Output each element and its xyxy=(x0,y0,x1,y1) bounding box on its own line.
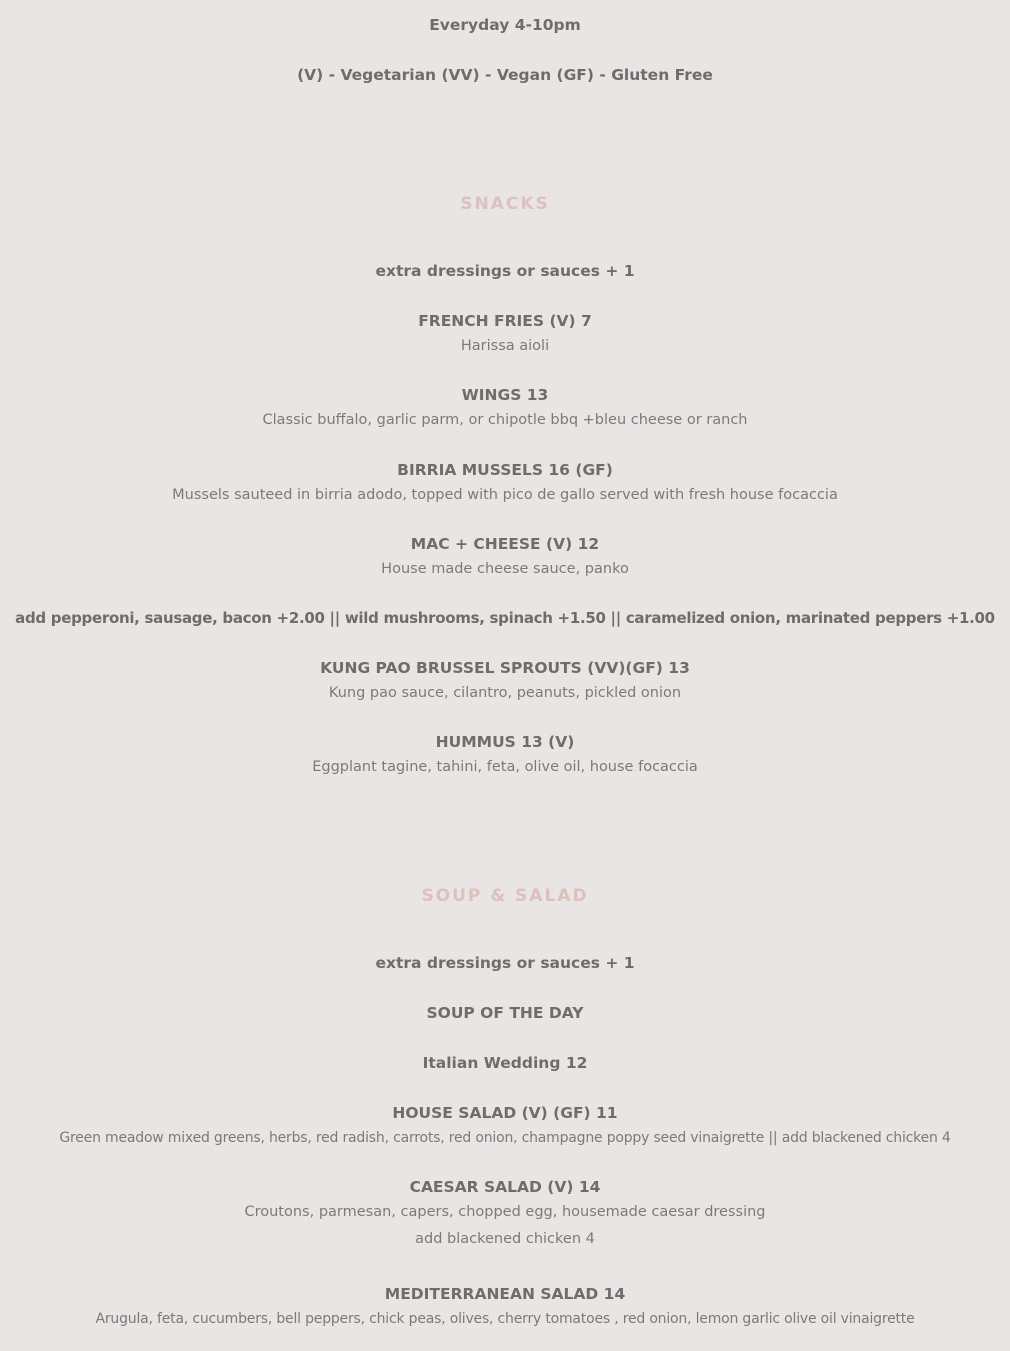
menu-item-desc: Kung pao sauce, cilantro, peanuts, pickled onion xyxy=(328,685,682,701)
menu-item-name: HUMMUS 13 (V) xyxy=(435,733,575,751)
menu-item-name: MAC + CHEESE (V) 12 xyxy=(410,535,600,553)
soup-heading: SOUP OF THE DAY xyxy=(426,1004,584,1022)
menu-item-name: WINGS 13 xyxy=(461,386,549,404)
menu-item-desc: Mussels sauteed in birria adodo, topped with pico de gallo served with fresh house focaccia xyxy=(172,487,838,503)
menu-item-desc: Arugula, feta, cucumbers, bell peppers, chick peas, olives, cherry tomatoes , red onion, lemon garlic olive oil vinaigrette xyxy=(95,1311,915,1327)
menu-item-name: FRENCH FRIES (V) 7 xyxy=(418,312,592,330)
soup-name: Italian Wedding 12 xyxy=(422,1054,588,1072)
menu-item-name: HOUSE SALAD (V) (GF) 11 xyxy=(392,1104,618,1122)
menu-item-desc: House made cheese sauce, panko xyxy=(381,561,629,577)
soup-salad-note: extra dressings or sauces + 1 xyxy=(375,954,635,972)
snacks-note: extra dressings or sauces + 1 xyxy=(375,262,635,280)
menu-item-desc: Harissa aioli xyxy=(460,338,550,354)
section-title-snacks: SNACKS xyxy=(460,194,550,214)
menu-item-name: CAESAR SALAD (V) 14 xyxy=(409,1178,601,1196)
menu-item-desc: Eggplant tagine, tahini, feta, olive oil, house focaccia xyxy=(312,759,698,775)
diet-legend: (V) - Vegetarian (VV) - Vegan (GF) - Gluten Free xyxy=(297,66,713,84)
menu-item-desc: Classic buffalo, garlic parm, or chipotle bbq +bleu cheese or ranch xyxy=(262,412,748,428)
section-title-soup-salad: SOUP & SALAD xyxy=(421,886,589,906)
menu-item-name: KUNG PAO BRUSSEL SPROUTS (VV)(GF) 13 xyxy=(320,659,690,677)
menu-item-name: BIRRIA MUSSELS 16 (GF) xyxy=(397,461,613,479)
menu-item-name: MEDITERRANEAN SALAD 14 xyxy=(384,1285,626,1303)
addons-text: add pepperoni, sausage, bacon +2.00 || wild mushrooms, spinach +1.50 || caramelized onion, marinated peppers +1.00 xyxy=(15,609,995,627)
menu-item-extra: add blackened chicken 4 xyxy=(415,1231,595,1247)
menu-item-desc: Croutons, parmesan, capers, chopped egg, housemade caesar dressing xyxy=(244,1204,766,1220)
hours-text: Everyday 4-10pm xyxy=(429,16,581,34)
menu-item-desc: Green meadow mixed greens, herbs, red radish, carrots, red onion, champagne poppy seed vinaigrette || add blackened chicken 4 xyxy=(59,1130,951,1146)
